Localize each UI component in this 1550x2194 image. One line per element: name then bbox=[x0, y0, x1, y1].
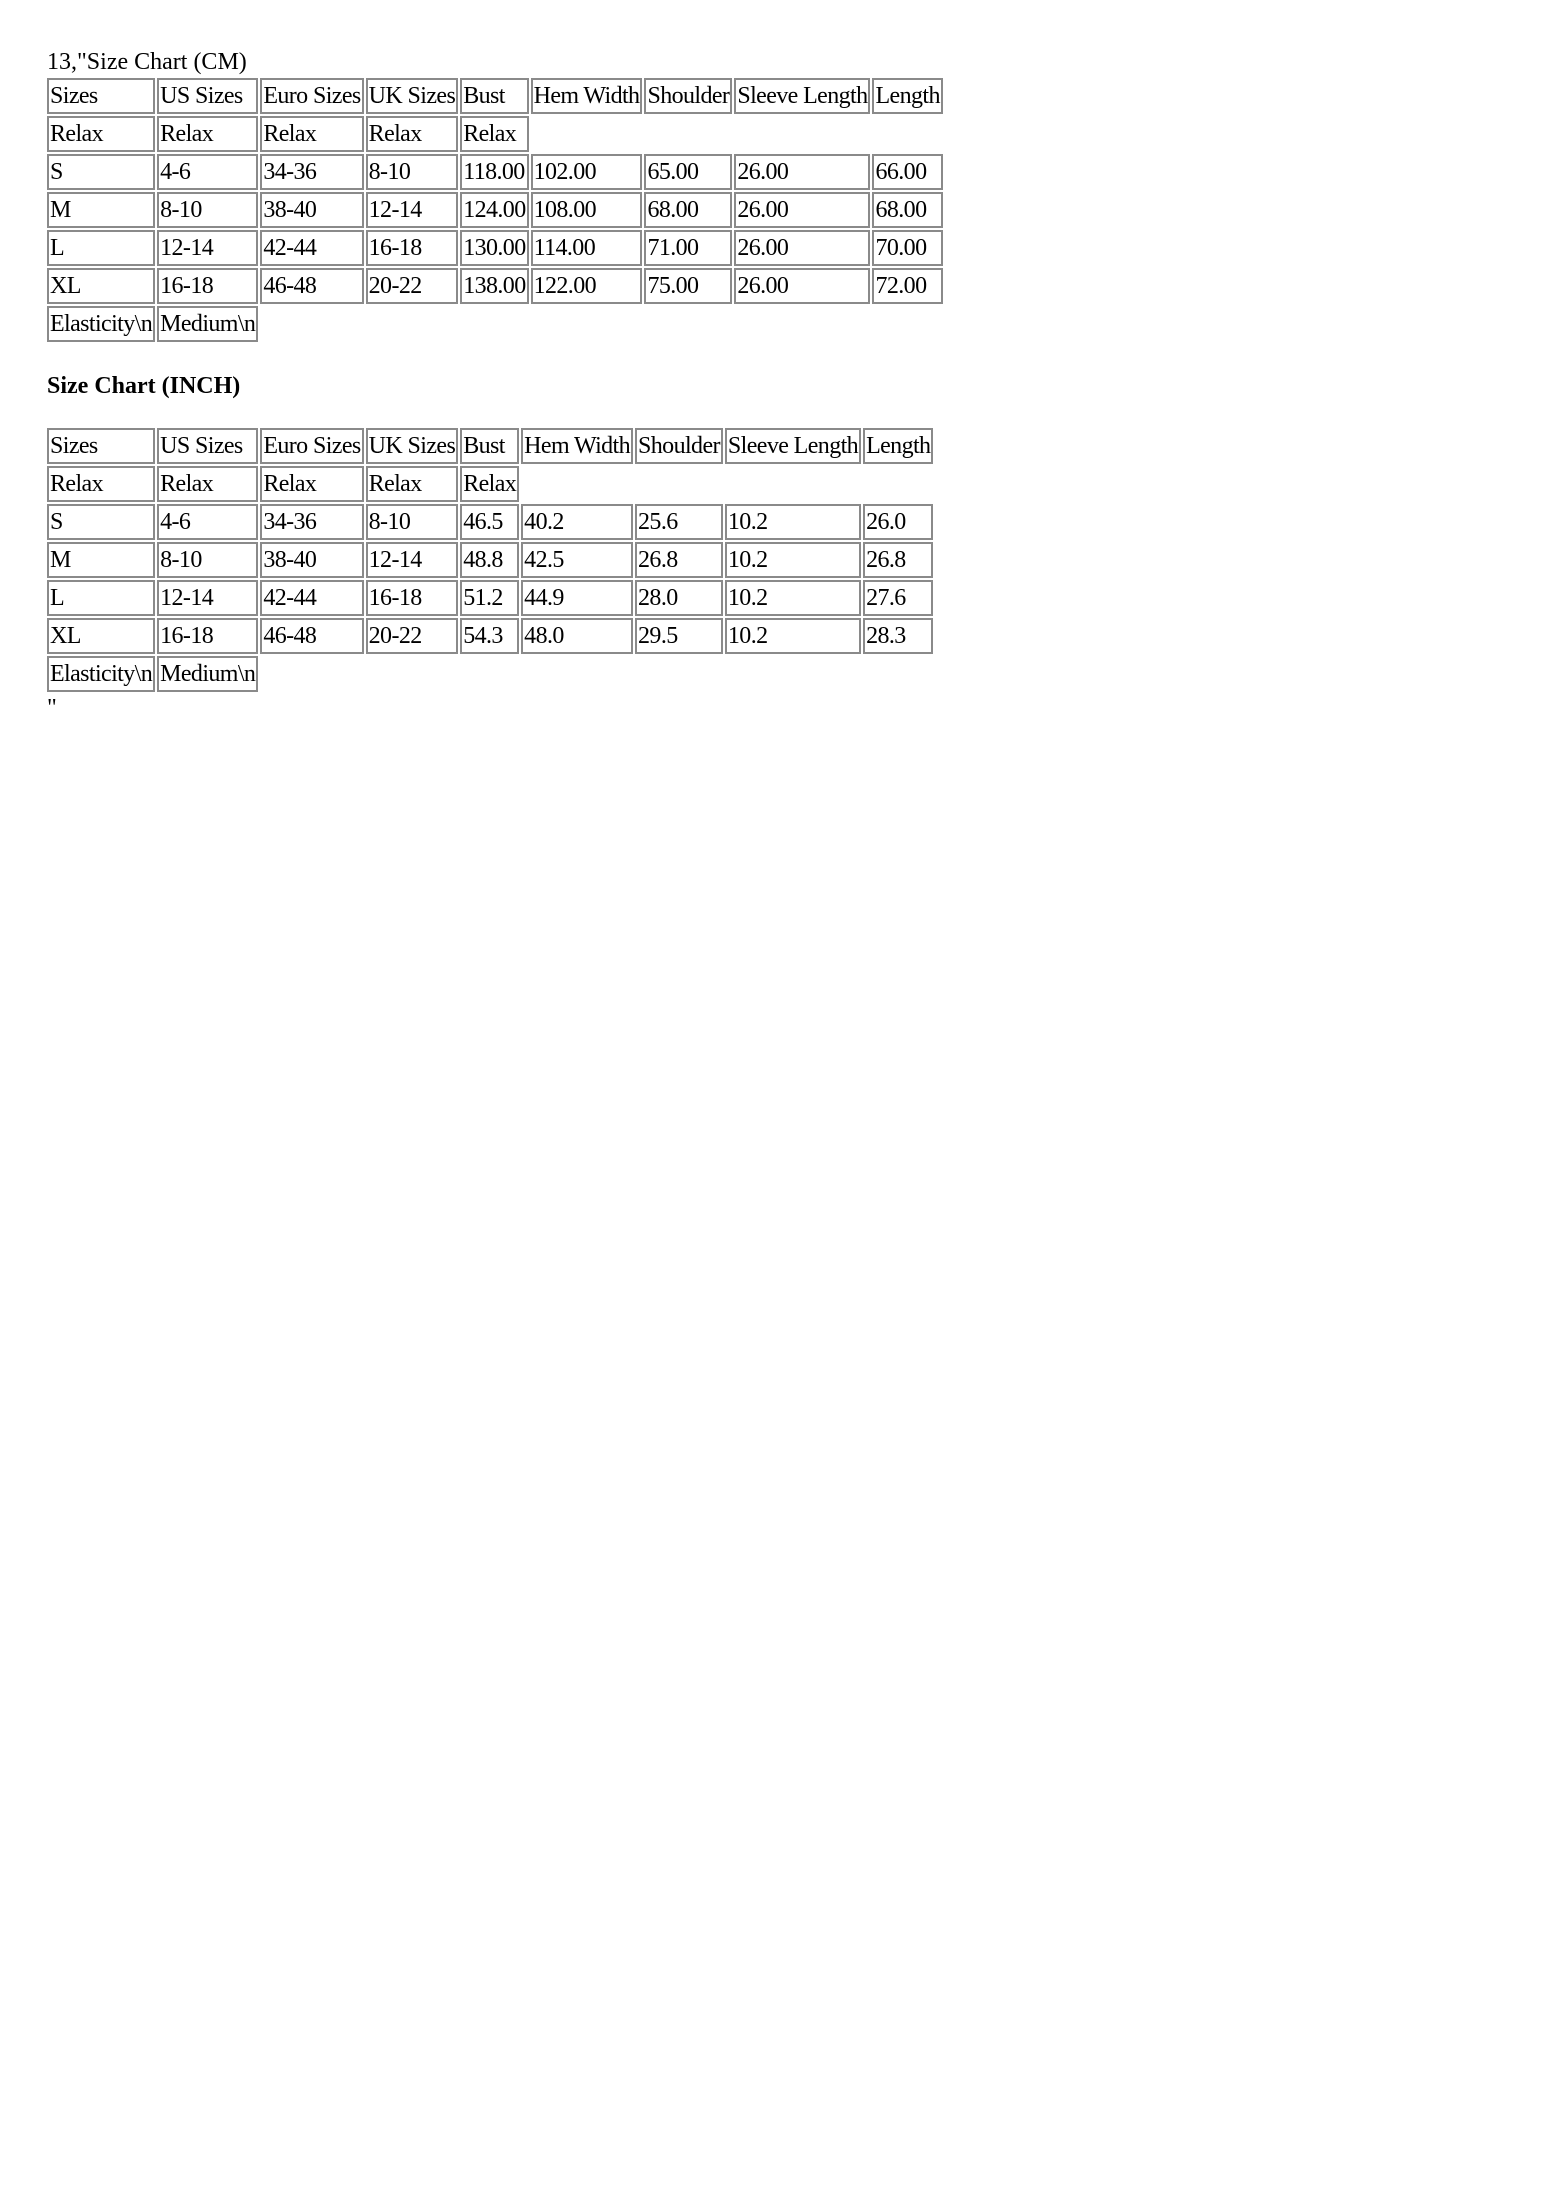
table-cell: 48.8 bbox=[460, 542, 519, 578]
cm-fit-row bbox=[47, 116, 943, 152]
inch-header-row bbox=[47, 428, 933, 464]
table-cell: 29.5 bbox=[635, 618, 723, 654]
table-cell: 10.2 bbox=[725, 580, 861, 616]
table-cell: M bbox=[47, 192, 155, 228]
header-cell: Hem Width bbox=[531, 78, 643, 114]
table-cell: 8-10 bbox=[157, 192, 258, 228]
table-cell: 16-18 bbox=[157, 618, 258, 654]
header-cell: Sizes bbox=[47, 78, 155, 114]
table-cell: 10.2 bbox=[725, 504, 861, 540]
table-cell: 16-18 bbox=[366, 580, 459, 616]
table-cell: 54.3 bbox=[460, 618, 519, 654]
table-cell: 12-14 bbox=[366, 542, 459, 578]
header-cell: Sizes bbox=[47, 428, 155, 464]
table-cell: 20-22 bbox=[366, 618, 459, 654]
table-cell: 42-44 bbox=[260, 580, 363, 616]
table-cell: 68.00 bbox=[872, 192, 942, 228]
table-cell: 42.5 bbox=[521, 542, 633, 578]
table-cell: 10.2 bbox=[725, 542, 861, 578]
table-cell: 8-10 bbox=[157, 542, 258, 578]
table-cell: 26.8 bbox=[863, 542, 933, 578]
table-cell: 68.00 bbox=[644, 192, 732, 228]
table-cell: 25.6 bbox=[635, 504, 723, 540]
table-row bbox=[47, 580, 933, 616]
cm-elasticity-row bbox=[47, 306, 943, 342]
table-cell: 102.00 bbox=[531, 154, 643, 190]
table-cell: 16-18 bbox=[366, 230, 459, 266]
elasticity-value-cell: Medium\n bbox=[157, 656, 258, 692]
table-cell: 51.2 bbox=[460, 580, 519, 616]
fit-cell: Relax bbox=[460, 466, 519, 502]
header-cell: Euro Sizes bbox=[260, 78, 363, 114]
table-cell: L bbox=[47, 580, 155, 616]
table-row bbox=[47, 504, 933, 540]
table-row bbox=[47, 618, 933, 654]
fit-cell: Relax bbox=[47, 466, 155, 502]
cm-header-row bbox=[47, 78, 943, 114]
table-cell: S bbox=[47, 504, 155, 540]
inch-fit-row bbox=[47, 466, 933, 502]
table-row bbox=[47, 154, 943, 190]
table-cell: L bbox=[47, 230, 155, 266]
header-cell: Sleeve Length bbox=[734, 78, 870, 114]
document-page bbox=[47, 48, 945, 722]
header-cell: Shoulder bbox=[635, 428, 723, 464]
table-cell: 48.0 bbox=[521, 618, 633, 654]
inch-size-table bbox=[45, 426, 935, 694]
table-cell: 66.00 bbox=[872, 154, 942, 190]
table-cell: 40.2 bbox=[521, 504, 633, 540]
fit-cell: Relax bbox=[157, 116, 258, 152]
table-row bbox=[47, 230, 943, 266]
header-cell: Bust bbox=[460, 428, 519, 464]
header-cell: US Sizes bbox=[157, 78, 258, 114]
table-cell: 124.00 bbox=[460, 192, 528, 228]
fit-cell: Relax bbox=[460, 116, 528, 152]
table-row bbox=[47, 542, 933, 578]
table-cell: 16-18 bbox=[157, 268, 258, 304]
table-cell: 122.00 bbox=[531, 268, 643, 304]
table-cell: 130.00 bbox=[460, 230, 528, 266]
table-cell: 38-40 bbox=[260, 192, 363, 228]
cm-chart-title: 13,"Size Chart (CM) bbox=[47, 49, 247, 75]
header-cell: Bust bbox=[460, 78, 528, 114]
elasticity-label-cell: Elasticity\n bbox=[47, 656, 155, 692]
table-cell: 38-40 bbox=[260, 542, 363, 578]
header-cell: Shoulder bbox=[644, 78, 732, 114]
table-cell: 12-14 bbox=[366, 192, 459, 228]
header-cell: Length bbox=[863, 428, 933, 464]
table-cell: S bbox=[47, 154, 155, 190]
fit-cell: Relax bbox=[157, 466, 258, 502]
table-cell: 8-10 bbox=[366, 154, 459, 190]
inch-elasticity-row bbox=[47, 656, 933, 692]
table-cell: 26.8 bbox=[635, 542, 723, 578]
table-cell: 44.9 bbox=[521, 580, 633, 616]
table-cell: 46-48 bbox=[260, 268, 363, 304]
header-cell: UK Sizes bbox=[366, 78, 459, 114]
table-cell: 26.00 bbox=[734, 154, 870, 190]
table-cell: 10.2 bbox=[725, 618, 861, 654]
table-cell: 72.00 bbox=[872, 268, 942, 304]
table-cell: XL bbox=[47, 618, 155, 654]
fit-cell: Relax bbox=[260, 116, 363, 152]
closing-quote: " bbox=[47, 695, 57, 721]
table-cell: 114.00 bbox=[531, 230, 643, 266]
header-cell: Length bbox=[872, 78, 942, 114]
table-cell: 42-44 bbox=[260, 230, 363, 266]
table-cell: 70.00 bbox=[872, 230, 942, 266]
table-cell: 46-48 bbox=[260, 618, 363, 654]
table-cell: 28.0 bbox=[635, 580, 723, 616]
table-row bbox=[47, 192, 943, 228]
table-cell: 26.00 bbox=[734, 192, 870, 228]
table-row bbox=[47, 268, 943, 304]
table-cell: XL bbox=[47, 268, 155, 304]
inch-chart-title: Size Chart (INCH) bbox=[47, 373, 241, 399]
fit-cell: Relax bbox=[366, 466, 459, 502]
header-cell: US Sizes bbox=[157, 428, 258, 464]
table-cell: 27.6 bbox=[863, 580, 933, 616]
table-cell: 26.00 bbox=[734, 268, 870, 304]
table-cell: 46.5 bbox=[460, 504, 519, 540]
table-cell: 26.00 bbox=[734, 230, 870, 266]
header-cell: Sleeve Length bbox=[725, 428, 861, 464]
cm-size-table bbox=[45, 76, 945, 344]
table-cell: 108.00 bbox=[531, 192, 643, 228]
elasticity-label-cell: Elasticity\n bbox=[47, 306, 155, 342]
header-cell: Euro Sizes bbox=[260, 428, 363, 464]
header-cell: Hem Width bbox=[521, 428, 633, 464]
table-cell: 118.00 bbox=[460, 154, 528, 190]
table-cell: 12-14 bbox=[157, 230, 258, 266]
table-cell: 26.0 bbox=[863, 504, 933, 540]
table-cell: 4-6 bbox=[157, 154, 258, 190]
table-cell: 4-6 bbox=[157, 504, 258, 540]
table-cell: 20-22 bbox=[366, 268, 459, 304]
table-cell: 65.00 bbox=[644, 154, 732, 190]
table-cell: 75.00 bbox=[644, 268, 732, 304]
table-cell: 34-36 bbox=[260, 504, 363, 540]
fit-cell: Relax bbox=[366, 116, 459, 152]
table-cell: 12-14 bbox=[157, 580, 258, 616]
fit-cell: Relax bbox=[47, 116, 155, 152]
fit-cell: Relax bbox=[260, 466, 363, 502]
elasticity-value-cell: Medium\n bbox=[157, 306, 258, 342]
table-cell: 138.00 bbox=[460, 268, 528, 304]
table-cell: 8-10 bbox=[366, 504, 459, 540]
table-cell: 34-36 bbox=[260, 154, 363, 190]
table-cell: M bbox=[47, 542, 155, 578]
table-cell: 28.3 bbox=[863, 618, 933, 654]
header-cell: UK Sizes bbox=[366, 428, 459, 464]
table-cell: 71.00 bbox=[644, 230, 732, 266]
